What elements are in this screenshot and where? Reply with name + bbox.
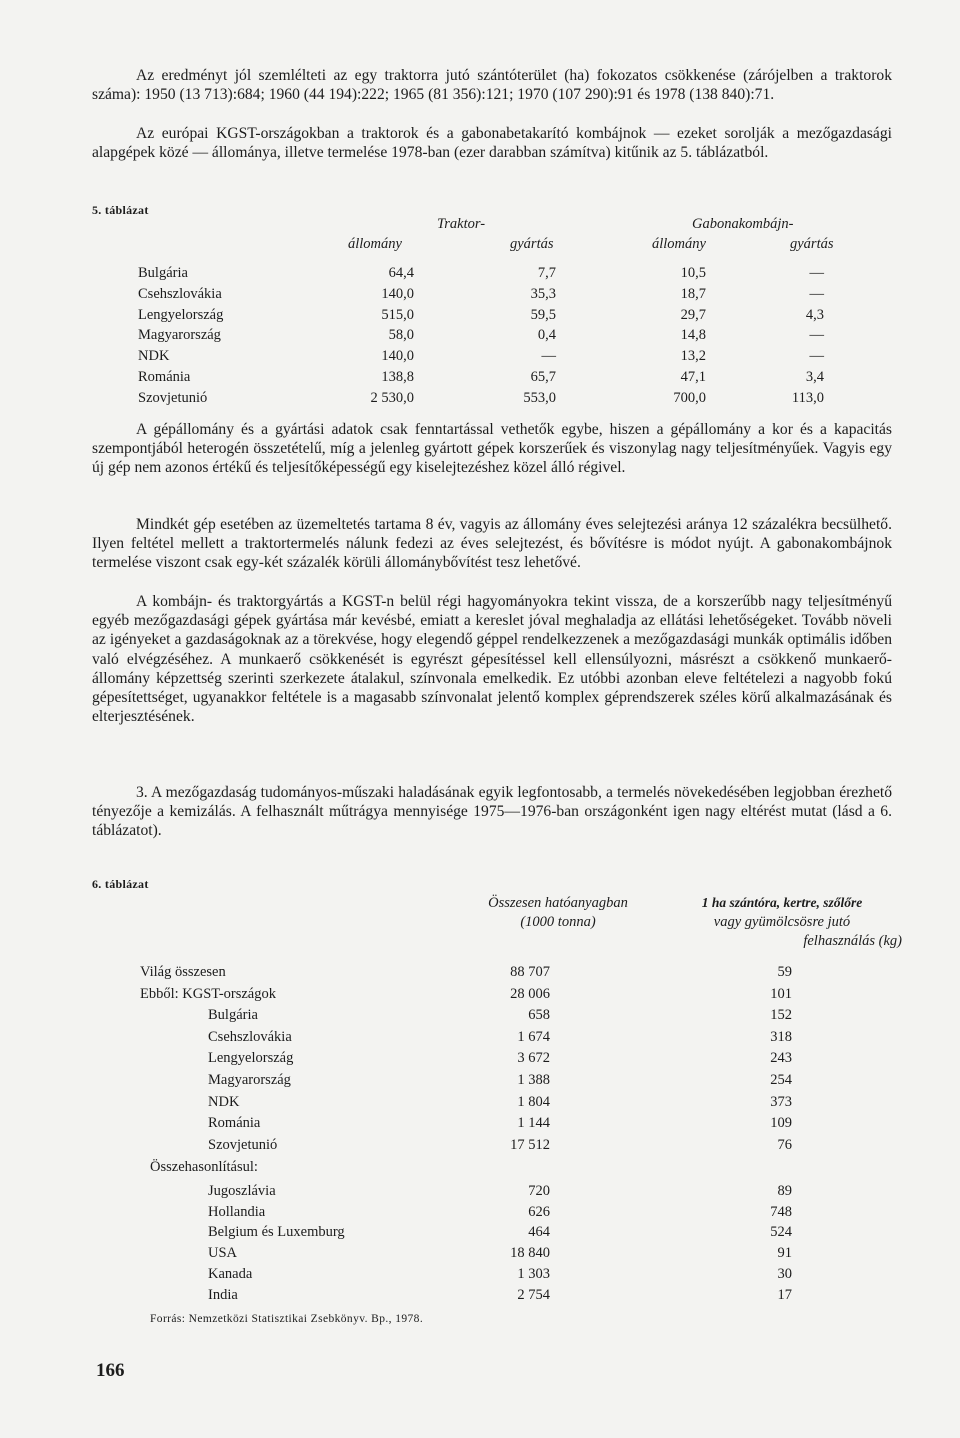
per-hectare-value: 524 [770,1224,792,1241]
total-value: 28 006 [510,985,550,1002]
table-6-row [0,1072,960,1091]
table-5-group-kombajn: Gabonakombájn- [692,216,794,232]
total-value: 1 388 [517,1072,550,1088]
traktor-allomany-value: 58,0 [388,327,414,344]
region-name: Szovjetunió [208,1136,278,1153]
region-name: Bulgária [208,1007,258,1024]
per-hectare-value: 89 [777,1183,792,1199]
traktor-gyartas-value: 35,3 [530,285,556,302]
table-5-row [0,390,960,409]
country-name: India [208,1286,238,1303]
table-6-compare-label: Összehasonlításul: [150,1159,258,1175]
paragraph-chemicals: 3. A mezőgazdaság tudományos-műszaki haladásának egyik legfontosabb, a termelés növekedésében legjobban érezhető tényezője a kemizálás. A felhasznált műtrágya mennyisége 1975—1976-ban országonként igen nagy eltérést mutat (lásd a 6. táblázatot). [92,784,892,840]
table-6-row [0,1115,960,1134]
table-5-group-traktor: Traktor- [437,216,486,232]
table-6-row [0,986,960,1005]
country-name: Hollandia [208,1203,266,1220]
table-6-row [0,1029,960,1048]
traktor-allomany-value: 140,0 [381,285,414,302]
country-name: Csehszlovákia [138,285,222,302]
table-5-col-kombajn-allomany: állomány [652,236,706,252]
table-6-compare-row [0,1245,960,1264]
region-name: Világ összesen [140,964,226,980]
table-6-compare-row [0,1224,960,1243]
table-5-row [0,369,960,388]
per-hectare-value: 152 [770,1007,792,1024]
table-5-row [0,265,960,284]
table-6-label: 6. táblázat [92,877,149,891]
table-5-col-traktor-allomany: állomány [348,236,402,252]
table-5-label: 5. táblázat [92,203,149,217]
traktor-gyartas-value: 65,7 [530,369,556,385]
region-name: Csehszlovákia [208,1028,292,1045]
table-6-row [0,1050,960,1069]
table-6-row [0,1137,960,1156]
traktor-allomany-value: 515,0 [381,306,414,323]
traktor-gyartas-value: 7,7 [537,265,556,281]
total-value: 17 512 [510,1136,550,1153]
kombajn-gyartas-value: — [809,285,824,302]
table-6-row [0,964,960,983]
table-6-col2-line3: felhasználás (kg) [803,933,902,949]
region-name: Lengyelország [208,1050,294,1067]
per-hectare-value: 318 [770,1028,792,1045]
traktor-allomany-value: 64,4 [388,265,414,281]
region-name: Magyarország [208,1072,291,1088]
paragraph-kgst-machines: Az európai KGST-országokban a traktorok és a gabonabetakarító kombájnok — ezeket sorolják a mezőgazdasági alapgépek közé — állománya, illetve termelése 1978-ban (ezer darabban számítva) kitűnik az 5. táblázatból. [92,125,892,162]
page-number: 166 [96,1360,125,1381]
per-hectare-value: 76 [777,1136,792,1153]
country-name: NDK [138,348,170,365]
country-name: Magyarország [138,327,221,344]
per-hectare-value: 373 [770,1093,792,1110]
per-hectare-value: 748 [770,1203,792,1220]
per-hectare-value: 59 [777,964,792,980]
country-name: Jugoszlávia [208,1183,276,1199]
total-value: 720 [528,1183,550,1199]
region-name: Ebből: KGST-országok [140,985,276,1002]
kombajn-allomany-value: 47,1 [680,369,706,385]
table-6-row [0,1094,960,1113]
kombajn-allomany-value: 10,5 [680,265,706,281]
total-value: 2 754 [517,1286,550,1303]
table-6-compare-row [0,1287,960,1306]
table-5-row [0,348,960,367]
kombajn-gyartas-value: — [809,348,824,365]
kombajn-gyartas-value: 113,0 [791,389,824,406]
traktor-gyartas-value: 0,4 [537,327,556,344]
per-hectare-value: 91 [777,1245,792,1262]
paragraph-machine-data: A gépállomány és a gyártási adatok csak fenntartással vethetők egybe, hiszen a gépállomány a kor és a kapacitás szempontjából heterogén összetételű, míg a jelenleg gyártott gépek korszerűek és viszonylag nagy teljesítményűek. Vagyis egy új gép nem azonos értékű és teljesítőképességű egy kiselejtezéshez közel álló régivel. [92,421,892,477]
table-6-col2-line2: vagy gyümölcsösre jutó [713,914,851,930]
per-hectare-value: 17 [777,1286,792,1303]
kombajn-allomany-value: 18,7 [680,285,706,302]
country-name: Szovjetunió [138,389,208,406]
table-6-row [0,1007,960,1026]
table-6-compare-row [0,1266,960,1285]
table-5-row [0,286,960,305]
table-6-col1-line2: (1000 tonna) [520,914,596,930]
paragraph-tractor-area: Az eredményt jól szemlélteti az egy traktorra jutó szántóterület (ha) fokozatos csökkenése (zárójelben a traktorok száma): 1950 (13 713):684; 1960 (44 194):222; 1965 (81 356):121; 1970 (107 290):91 és 1978 (138 840):71. [92,67,892,104]
table-5-col-kombajn-gyartas: gyártás [790,236,834,252]
kombajn-gyartas-value: 3,4 [805,369,824,385]
total-value: 18 840 [510,1245,550,1262]
table-6-col2-line1: 1 ha szántóra, kertre, szőlőre [701,895,863,910]
per-hectare-value: 254 [770,1072,792,1088]
total-value: 1 674 [517,1028,550,1045]
table-5-row [0,307,960,326]
per-hectare-value: 30 [777,1265,792,1282]
table-6-compare-row [0,1183,960,1202]
traktor-allomany-value: 140,0 [381,348,414,365]
traktor-gyartas-value: — [541,348,556,365]
paragraph-scrapping-rate: Mindkét gép esetében az üzemeltetés tartama 8 év, vagyis az állomány éves selejtezési aránya 12 százalékra becsülhető. Ilyen feltétel mellett a traktortermelés nálunk fedezi az éves selejtezést, és bővítésre is módot nyújt. A gabonakombájnok termelése viszont csak egy-két százalék körüli állománybővítést tesz lehetővé. [92,516,892,572]
country-name: Belgium és Luxemburg [208,1224,345,1241]
kombajn-gyartas-value: — [809,265,824,281]
table-5-col-traktor-gyartas: gyártás [510,236,554,252]
total-value: 1 804 [517,1093,550,1110]
total-value: 626 [528,1203,550,1220]
kombajn-gyartas-value: 4,3 [805,306,824,323]
total-value: 464 [528,1224,550,1241]
kombajn-allomany-value: 13,2 [680,348,706,365]
country-name: Románia [138,369,191,385]
region-name: Románia [208,1115,261,1132]
per-hectare-value: 109 [770,1115,792,1132]
total-value: 1 144 [517,1115,550,1132]
kombajn-allomany-value: 29,7 [680,306,706,323]
kombajn-allomany-value: 700,0 [673,389,706,406]
kombajn-allomany-value: 14,8 [680,327,706,344]
traktor-allomany-value: 2 530,0 [370,389,414,406]
country-name: Kanada [208,1265,253,1282]
traktor-gyartas-value: 553,0 [523,389,556,406]
region-name: NDK [208,1093,240,1110]
total-value: 88 707 [510,964,550,980]
country-name: Bulgária [138,265,188,281]
country-name: Lengyelország [138,306,224,323]
total-value: 1 303 [517,1265,550,1282]
kombajn-gyartas-value: — [809,327,824,344]
traktor-allomany-value: 138,8 [381,369,414,385]
paragraph-kgst-production: A kombájn- és traktorgyártás a KGST-n belül régi hagyományokra tekint vissza, de a korszerűbb nagy teljesítményű egyéb mezőgazdasági gépek gyártása már kevésbé, emiatt a kereslet jóval meghaladja az ellátási lehetőségeket. Tovább növeli az igényeket a gazdaságoknak az a törekvése, hogy elegendő géppel rendelkezzenek a mezőgazdasági munkák optimális időben való elvégzéséhez. A munkaerő csökkenését is egyrészt gépesítéssel kell ellensúlyozni, másrészt a csökkenő munkaerő-állomány képzettség szerinti szerkezete átalakul, színvonala emelkedik. Ez utóbbi azonban eleve feltételezi a nagyobb fokú gépesítettséget, ugyanakkor feltétele is a magasabb színvonalat jelentő komplex géprendszerek széles körű alkalmazásának és elterjesztésének. [92,593,892,726]
per-hectare-value: 243 [770,1050,792,1067]
total-value: 658 [528,1007,550,1024]
source-note: Forrás: Nemzetközi Statisztikai Zsebkönyv. Bp., 1978. [150,1313,424,1325]
country-name: USA [208,1245,238,1262]
traktor-gyartas-value: 59,5 [530,306,556,323]
table-6-compare-row [0,1204,960,1223]
table-5-row [0,327,960,346]
total-value: 3 672 [517,1050,550,1067]
table-6-col1-line1: Összesen hatóanyagban [488,895,628,911]
per-hectare-value: 101 [770,985,792,1002]
